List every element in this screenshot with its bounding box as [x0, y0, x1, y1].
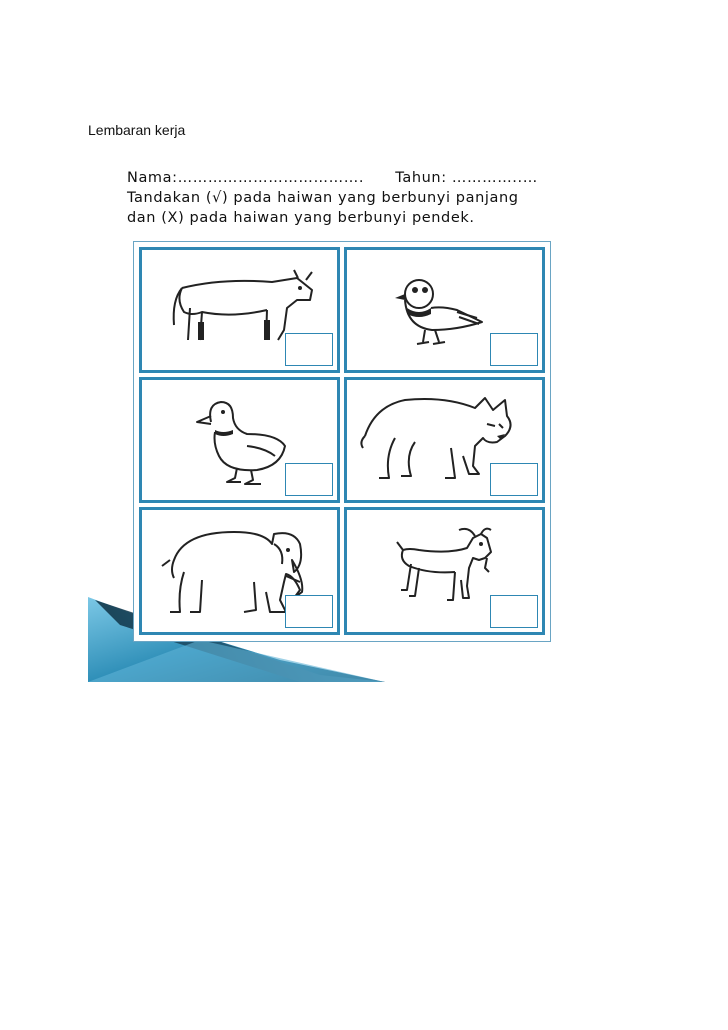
instruction-line-2: dan (X) pada haiwan yang berbunyi pendek. [127, 210, 475, 226]
answer-box-bird[interactable] [490, 333, 538, 366]
answer-box-elephant[interactable] [285, 595, 333, 628]
answer-box-duck[interactable] [285, 463, 333, 496]
duck-icon [177, 394, 297, 489]
worksheet-heading: Lembaran kerja [88, 122, 186, 138]
bird-icon [387, 272, 497, 352]
animal-card-duck [139, 377, 340, 503]
answer-box-cow[interactable] [285, 333, 333, 366]
animal-card-goat [344, 507, 545, 635]
answer-box-wolf[interactable] [490, 463, 538, 496]
animal-card-elephant [139, 507, 340, 635]
answer-box-goat[interactable] [490, 595, 538, 628]
goat-icon [389, 524, 499, 609]
animal-card-bird [344, 247, 545, 373]
animal-card-wolf [344, 377, 545, 503]
name-year-line: Nama:………………………………. Tahun: …………..… [127, 170, 538, 186]
animal-card-cow [139, 247, 340, 373]
instruction-line-1: Tandakan (√) pada haiwan yang berbunyi panjang [127, 190, 519, 206]
animal-grid-frame [133, 241, 551, 642]
